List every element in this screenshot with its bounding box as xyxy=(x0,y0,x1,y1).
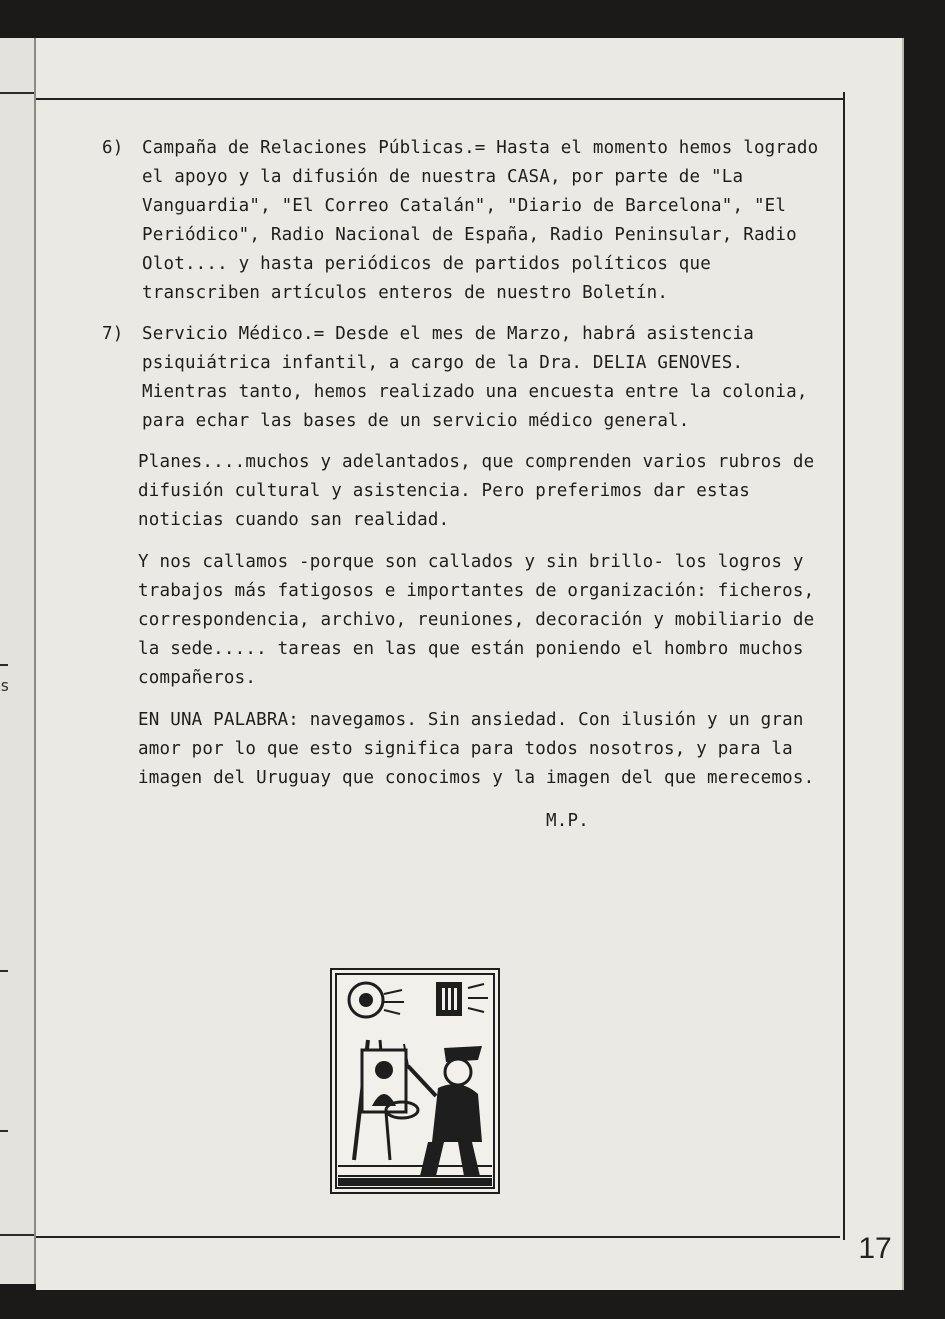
item-number: 7) xyxy=(102,324,124,344)
document-page xyxy=(36,38,904,1290)
signature: M.P. xyxy=(546,811,589,831)
previous-page-rule xyxy=(0,92,34,94)
painter-woodcut-image xyxy=(332,970,498,1192)
page-number: 17 xyxy=(858,1232,892,1265)
previous-page-rule xyxy=(0,1234,34,1236)
item-text: Campaña de Relaciones Públicas.= Hasta el momento hemos logrado el apoyo y la difusión de nuestra CASA, por parte de "La Vanguardia", "El Correo Catalán", "Diario de Barcelona", "El Periódico", Radio Nacional de España, Radio Peninsular, Radio Olot.... y hasta periódicos de partidos políticos que transcriben artículos enteros de nuestro Boletín. xyxy=(142,138,819,303)
paragraph-work: Y nos callamos -porque son callados y sin brillo- los logros y trabajos más fatigosos e importantes de organización: ficheros, correspondencia, archivo, reuniones, decoración y mobiliario de la sede..... tareas en las que están poniendo el hombro muchos compañeros. xyxy=(138,552,815,688)
previous-page-edge xyxy=(0,38,36,1284)
frame-top-rule xyxy=(36,98,845,100)
previous-page-mark xyxy=(0,664,8,666)
item-text: Servicio Médico.= Desde el mes de Marzo, habrá asistencia psiquiátrica infantil, a cargo de la Dra. DELIA GENOVES. Mientras tanto, hemos realizado una encuesta entre la colonia, para echar las bases de un servicio médico general. xyxy=(142,324,808,431)
paragraph-plans: Planes....muchos y adelantados, que comprenden varios rubros de difusión cultural y asistencia. Pero preferimos dar estas noticias cuando san realidad. xyxy=(138,452,815,530)
frame-right-rule xyxy=(843,92,845,1240)
list-item-public-relations xyxy=(102,134,822,308)
article-body xyxy=(102,134,822,836)
paragraph-conclusion: EN UNA PALABRA: navegamos. Sin ansiedad. Con ilusión y un gran amor por lo que esto significa para todos nosotros, y para la imagen del Uruguay que conocimos y la imagen del que merecemos. xyxy=(138,710,815,788)
previous-page-mark xyxy=(0,1130,8,1132)
previous-page-text-fragment: s xyxy=(0,676,10,695)
list-item-medical-service xyxy=(102,320,822,436)
frame-bottom-rule xyxy=(36,1236,840,1238)
item-number: 6) xyxy=(102,138,124,158)
previous-page-mark xyxy=(0,970,8,972)
woodcut-illustration xyxy=(330,968,500,1194)
